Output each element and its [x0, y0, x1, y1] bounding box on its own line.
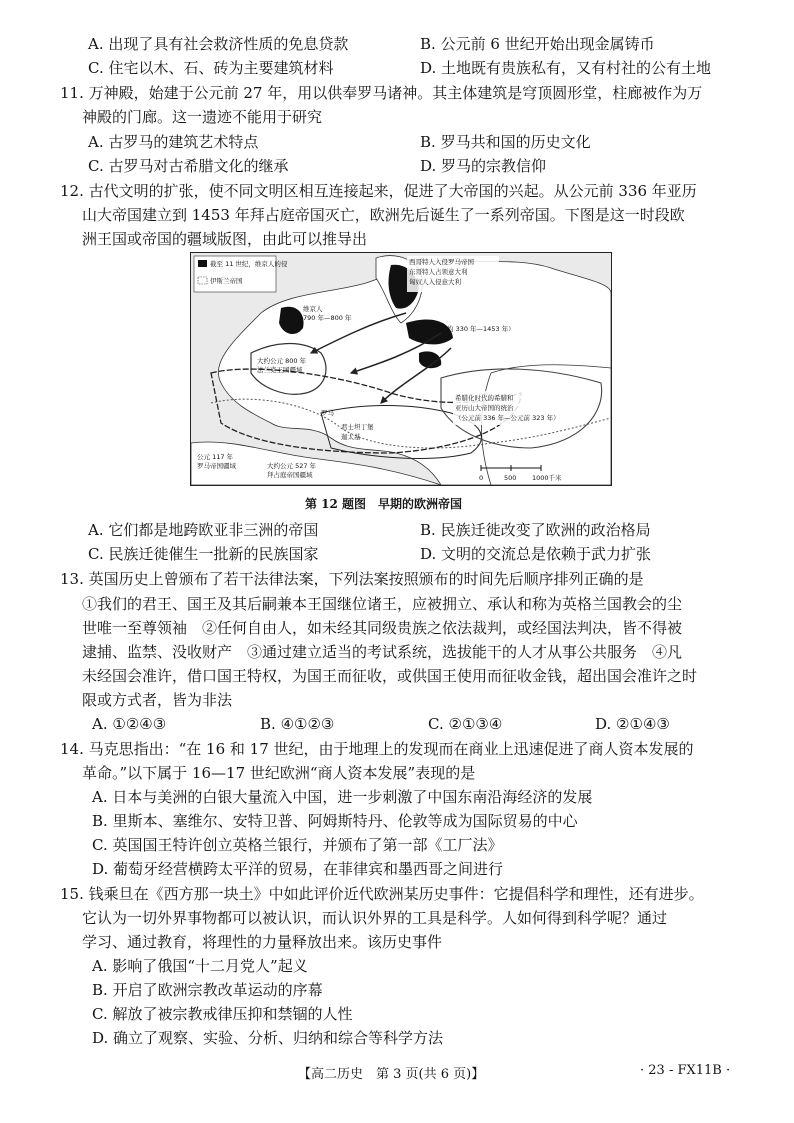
q13-option-b: B. ④①②③ — [260, 715, 335, 733]
scale-1000: 1000千米 — [532, 474, 562, 482]
q10-option-c: C. 住宅以木、石、砖为主要建筑材料 — [88, 59, 334, 77]
q13-option-c: C. ②①③④ — [428, 715, 503, 733]
q15-option-b: B. 开启了欧洲宗教改革运动的序幕 — [92, 981, 323, 999]
q13-stem-line-2: ①我们的君王、国王及其后嗣兼本王国继位诸王，应被拥立、承认和称为英格兰国教会的尘 — [82, 595, 683, 613]
label-viking-dates: 790 年—800 年 — [303, 314, 352, 322]
q12-option-b: B. 民族迁徙改变了欧洲的政治格局 — [420, 521, 651, 539]
label-frank-date: 大约公元 800 年 — [257, 357, 307, 365]
label-byzantine: 拜占庭（约 330 年—1453 年） — [421, 325, 515, 333]
scale-500: 500 — [504, 474, 517, 482]
legend-viking: 截至 11 世纪，维京人的侵 — [210, 260, 288, 268]
q12-option-a: A. 它们都是地跨欧亚非三洲的帝国 — [88, 521, 319, 539]
label-roman-date: 公元 117 年 — [197, 453, 234, 461]
page-footer-label: 【高二历史 第 3 页(共 6 页)】 — [298, 1067, 485, 1082]
q11-option-row-1 — [0, 131, 794, 153]
label-hellenistic-3: （公元前 336 年—公元前 323 年） — [455, 414, 560, 422]
q13-stem-line-3: 世唯一至尊领袖 ②任何自由人，如未经其同级贵族之依法裁判，或经国法判决，皆不得被 — [82, 619, 683, 637]
q10-option-d: D. 土地既有贵族私有，又有村社的公有土地 — [420, 59, 712, 77]
q15-stem-line-2: 它认为一切外界事物都可以被认识，而认识外界的工具是科学。人如何得到科学呢？通过 — [82, 909, 668, 927]
label-carthage: 迦太基 — [341, 433, 361, 441]
label-hellenistic-2: 亚历山大帝国的统治 — [455, 404, 514, 412]
q11-option-a: A. 古罗马的建筑艺术特点 — [88, 133, 259, 151]
q14-option-c: C. 英国国王特许创立英格兰银行，并颁布了第一部《工厂法》 — [92, 836, 503, 854]
label-constantinople: 君士坦丁堡 — [341, 423, 374, 431]
q11-option-d: D. 罗马的宗教信仰 — [420, 157, 547, 175]
q13-stem-line-1: 13. 英国历史上曾颁布了若干法律法案，下列法案按照颁布的时间先后顺序排列正确的是 — [60, 570, 644, 588]
label-ostrogoths: 东哥特人占领意大利 — [409, 268, 468, 276]
scale-0: 0 — [479, 474, 484, 482]
q10-option-row-2 — [0, 57, 794, 79]
legend-swatch-islamic — [198, 277, 207, 284]
legend-swatch-viking — [198, 260, 207, 267]
q11-stem-line-1: 11. 万神殿，始建于公元前 27 年，用以供奉罗马诸神。其主体建筑是穹顶圆形堂，柱廊被作为万 — [60, 84, 703, 102]
q15-stem-line-3: 学习、通过教育，将理性的力量释放出来。该历史事件 — [82, 933, 443, 951]
q12-option-d: D. 文明的交流总是依赖于武力扩张 — [420, 545, 652, 563]
label-hellenistic-1: 希腊化时代的希腊和 — [455, 394, 514, 402]
q10-option-row-1 — [0, 33, 794, 55]
q13-option-row — [0, 713, 794, 735]
q11-option-row-2 — [0, 155, 794, 177]
q13-stem-line-5: 未经国会准许，借口国王特权，为国王而征收，或供国王使用而征收金钱，超出国会准许之时 — [82, 667, 698, 685]
q11-stem-line-2: 神殿的门廊。这一遗迹不能用于研究 — [82, 108, 323, 126]
q15-stem-line-1: 15. 钱乘旦在《西方那一块土》中如此评价近代欧洲某历史事件：它提倡科学和理性，还有进步。 — [60, 885, 704, 903]
q13-stem-line-4: 逮捕、监禁、没收财产 ③通过建立适当的考试系统，选拔能干的人才从事公共服务 ④凡 — [82, 643, 683, 661]
label-byz-date: 大约公元 527 年 — [267, 462, 317, 470]
map-svg — [191, 253, 611, 485]
q14-option-a: A. 日本与美洲的白银大量流入中国，进一步刺激了中国东南沿海经济的发展 — [92, 788, 593, 806]
paper-code: · 23 - FX11B · — [640, 1063, 731, 1078]
label-frank-kingdom: 法兰克王国疆域 — [257, 366, 303, 374]
q11-option-c: C. 古罗马对古希腊文化的继承 — [88, 157, 289, 175]
q12-europe-map — [190, 252, 612, 486]
q12-figure-caption: 第 12 题图 早期的欧洲帝国 — [305, 497, 463, 511]
q13-stem-line-6: 限或方式者，皆为非法 — [82, 691, 233, 709]
label-vikings: 维京人 — [303, 305, 323, 313]
label-visigoths: 西哥特人入侵罗马帝国 — [409, 258, 474, 266]
q12-option-c: C. 民族迁徙催生一批新的民族国家 — [88, 545, 319, 563]
label-byz-territory: 拜占庭帝国疆域 — [267, 471, 313, 479]
label-roman-empire: 罗马帝国疆域 — [197, 462, 236, 470]
q10-option-a: A. 出现了具有社会救济性质的免息贷款 — [88, 35, 349, 53]
label-rome: 罗马 — [321, 409, 334, 417]
legend-islamic: 伊斯兰帝国 — [210, 277, 243, 285]
q10-option-b: B. 公元前 6 世纪开始出现金属铸币 — [420, 35, 655, 53]
q15-option-d: D. 确立了观察、实验、分析、归纳和综合等科学方法 — [92, 1029, 444, 1047]
q14-stem-line-2: 革命。”以下属于 16—17 世纪欧洲“商人资本发展”表现的是 — [82, 764, 476, 782]
label-huns: 匈奴人入侵意大利 — [409, 278, 461, 286]
q14-option-b: B. 里斯本、塞维尔、安特卫普、阿姆斯特丹、伦敦等成为国际贸易的中心 — [92, 812, 578, 830]
q12-stem-line-1: 12. 古代文明的扩张，使不同文明区相互连接起来，促进了大帝国的兴起。从公元前 336 年亚历 — [60, 182, 697, 200]
q15-option-c: C. 解放了被宗教戒律压抑和禁锢的人性 — [92, 1005, 353, 1023]
q13-option-d: D. ②①④③ — [595, 715, 670, 733]
q15-option-a: A. 影响了俄国“十二月党人”起义 — [92, 957, 308, 975]
q12-option-row-1 — [0, 519, 794, 541]
q12-option-row-2 — [0, 543, 794, 565]
q14-stem-line-1: 14. 马克思指出：“在 16 和 17 世纪，由于地理上的发现而在商业上迅速促进了商人资本发展的 — [60, 740, 694, 758]
q12-stem-line-2: 山大帝国建立到 1453 年拜占庭帝国灭亡，欧洲先后诞生了一系列帝国。下图是这一时段欧 — [82, 206, 685, 224]
q11-option-b: B. 罗马共和国的历史文化 — [420, 133, 591, 151]
q12-stem-line-3: 洲王国或帝国的疆域版图，由此可以推导出 — [82, 230, 368, 248]
q13-option-a: A. ①②④③ — [92, 715, 167, 733]
q14-option-d: D. 葡萄牙经营横跨太平洋的贸易，在菲律宾和墨西哥之间进行 — [92, 860, 504, 878]
